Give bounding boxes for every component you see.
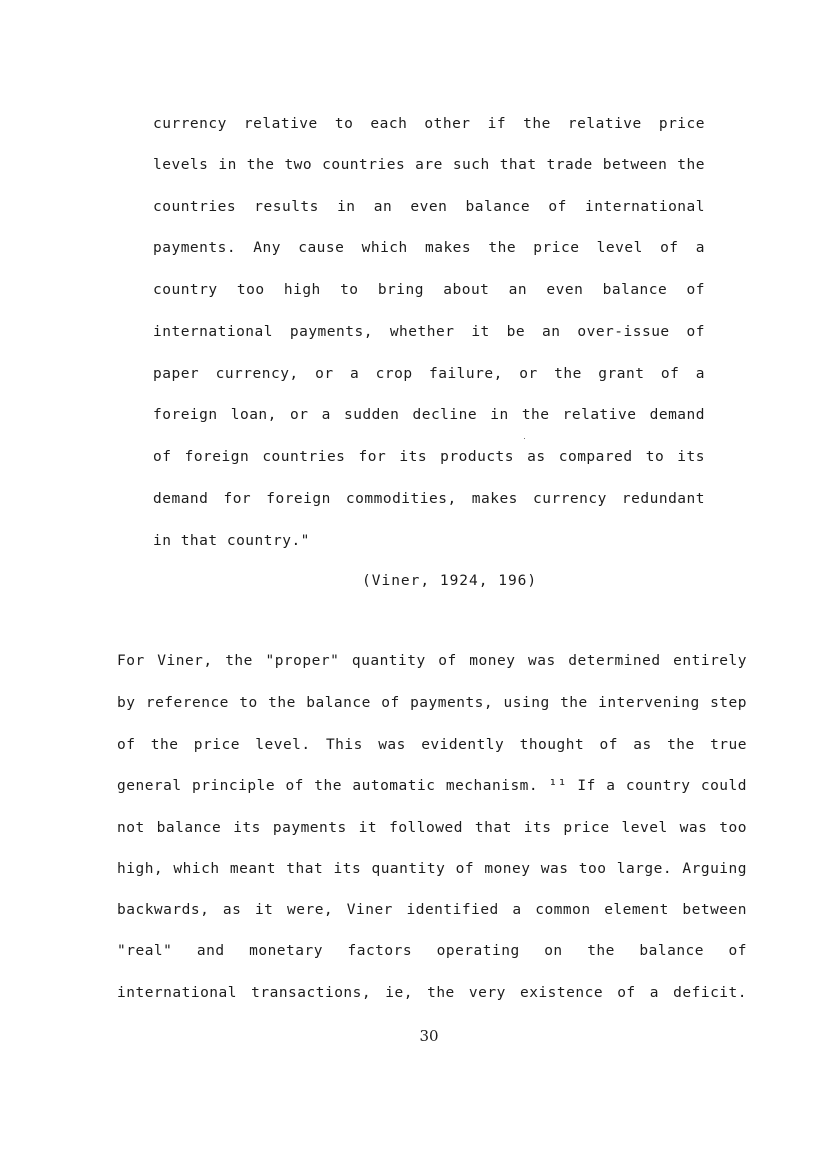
quote-line: demand for foreign commodities, makes currency redundant bbox=[153, 491, 705, 507]
quote-line: currency relative to each other if the relative price bbox=[153, 116, 705, 132]
scan-speck bbox=[524, 438, 525, 439]
quote-citation: (Viner, 1924, 196) bbox=[362, 573, 538, 589]
quote-line: country too high to bring about an even balance of bbox=[153, 282, 705, 298]
body-line: by reference to the balance of payments, using the intervening step bbox=[117, 695, 747, 711]
quote-line: paper currency, or a crop failure, or the grant of a bbox=[153, 366, 705, 382]
quote-line: in that country." bbox=[153, 533, 310, 549]
body-line: of the price level. This was evidently thought of as the true bbox=[117, 737, 747, 753]
body-line: high, which meant that its quantity of money was too large. Arguing bbox=[117, 861, 747, 877]
quote-line: of foreign countries for its products as compared to its bbox=[153, 449, 705, 465]
quote-line: payments. Any cause which makes the price level of a bbox=[153, 240, 705, 256]
quote-line: international payments, whether it be an over-issue of bbox=[153, 324, 705, 340]
body-line: general principle of the automatic mechanism. ¹¹ If a country could bbox=[117, 778, 747, 794]
body-line: "real" and monetary factors operating on the balance of bbox=[117, 943, 747, 959]
body-line: For Viner, the "proper" quantity of money was determined entirely bbox=[117, 653, 747, 669]
body-line: international transactions, ie, the very existence of a deficit. bbox=[117, 985, 747, 1001]
quote-line: levels in the two countries are such that trade between the bbox=[153, 157, 705, 173]
body-line: backwards, as it were, Viner identified a common element between bbox=[117, 902, 747, 918]
quote-line: foreign loan, or a sudden decline in the relative demand bbox=[153, 407, 705, 423]
quote-line: countries results in an even balance of international bbox=[153, 199, 705, 215]
body-line: not balance its payments it followed that its price level was too bbox=[117, 820, 747, 836]
page-number: 30 bbox=[419, 1027, 439, 1045]
